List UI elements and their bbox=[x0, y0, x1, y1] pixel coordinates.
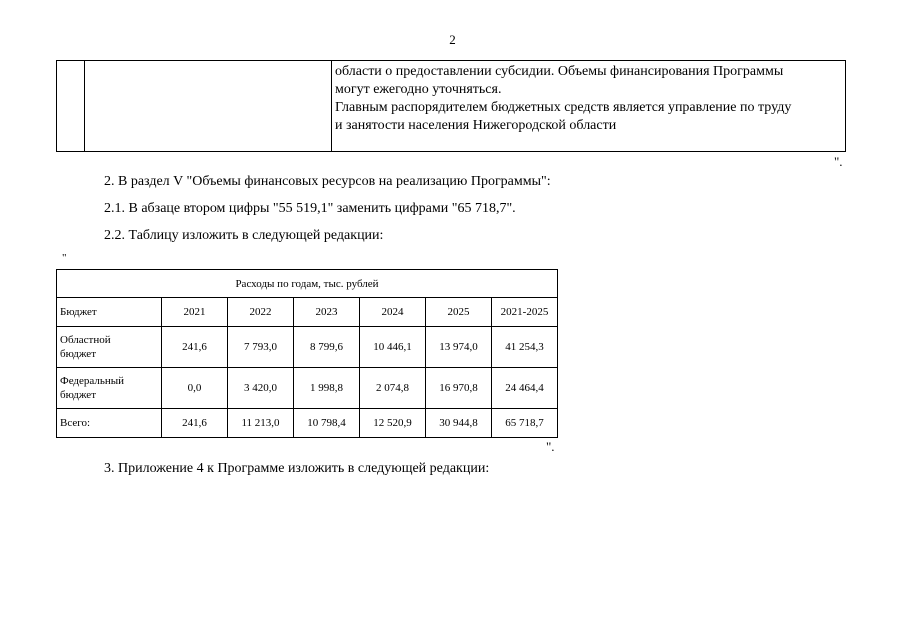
continuation-table bbox=[56, 60, 846, 152]
row-label: Всего: bbox=[57, 409, 162, 438]
table-cell: 241,6 bbox=[162, 327, 228, 368]
continuation-cell-number bbox=[57, 61, 85, 151]
table-cell: 1 998,8 bbox=[294, 368, 360, 409]
header-year: 2022 bbox=[228, 298, 294, 327]
table-row-federal bbox=[57, 368, 558, 409]
table-cell: 30 944,8 bbox=[426, 409, 492, 438]
header-year: 2021 bbox=[162, 298, 228, 327]
row-label bbox=[57, 327, 162, 368]
table-cell: 11 213,0 bbox=[228, 409, 294, 438]
table-cell: 13 974,0 bbox=[426, 327, 492, 368]
continuation-cell-name bbox=[85, 61, 332, 151]
table-row-regional bbox=[57, 327, 558, 368]
table-cell: 16 970,8 bbox=[426, 368, 492, 409]
table-title: Расходы по годам, тыс. рублей bbox=[57, 270, 558, 298]
header-year: 2025 bbox=[426, 298, 492, 327]
table-cell: 8 799,6 bbox=[294, 327, 360, 368]
table-cell: 65 718,7 bbox=[492, 409, 558, 438]
header-year: 2024 bbox=[360, 298, 426, 327]
table-header-row bbox=[57, 298, 558, 327]
continuation-text-line: могут ежегодно уточняться. bbox=[335, 82, 502, 97]
row-label-line: Федеральный bbox=[60, 375, 125, 387]
table-row-total bbox=[57, 409, 558, 438]
continuation-close-quote: ". bbox=[834, 154, 843, 169]
table-cell: 41 254,3 bbox=[492, 327, 558, 368]
table-cell: 12 520,9 bbox=[360, 409, 426, 438]
row-label-line: Областной bbox=[60, 334, 111, 346]
table-cell: 24 464,4 bbox=[492, 368, 558, 409]
row-label-line: бюджет bbox=[60, 348, 96, 360]
row-label bbox=[57, 368, 162, 409]
table-open-quote: " bbox=[62, 252, 67, 264]
continuation-cell-text bbox=[335, 63, 843, 135]
continuation-text-line: области о предоставлении субсидии. Объемы финансирования Программы bbox=[335, 64, 784, 79]
table-cell: 0,0 bbox=[162, 368, 228, 409]
paragraph-figures-replace: 2.1. В абзаце втором цифры "55 519,1" заменить цифрами "65 718,7". bbox=[104, 201, 516, 216]
expenses-table bbox=[56, 269, 558, 438]
header-year: 2023 bbox=[294, 298, 360, 327]
table-cell: 10 446,1 bbox=[360, 327, 426, 368]
table-cell: 3 420,0 bbox=[228, 368, 294, 409]
continuation-text-line: и занятости населения Нижегородской области bbox=[335, 118, 617, 133]
page-number: 2 bbox=[449, 32, 456, 47]
paragraph-section-v: 2. В раздел V "Объемы финансовых ресурсов на реализацию Программы": bbox=[104, 174, 551, 189]
row-label-line: бюджет bbox=[60, 389, 96, 401]
paragraph-table-edit: 2.2. Таблицу изложить в следующей редакции: bbox=[104, 228, 384, 243]
table-close-quote: ". bbox=[546, 439, 555, 454]
table-cell: 7 793,0 bbox=[228, 327, 294, 368]
header-budget: Бюджет bbox=[57, 298, 162, 327]
paragraph-appendix: 3. Приложение 4 к Программе изложить в следующей редакции: bbox=[104, 461, 490, 476]
table-cell: 2 074,8 bbox=[360, 368, 426, 409]
table-cell: 241,6 bbox=[162, 409, 228, 438]
continuation-text-line: Главным распорядителем бюджетных средств является управление по труду bbox=[335, 100, 792, 115]
header-total-period: 2021-2025 bbox=[492, 298, 558, 327]
table-cell: 10 798,4 bbox=[294, 409, 360, 438]
